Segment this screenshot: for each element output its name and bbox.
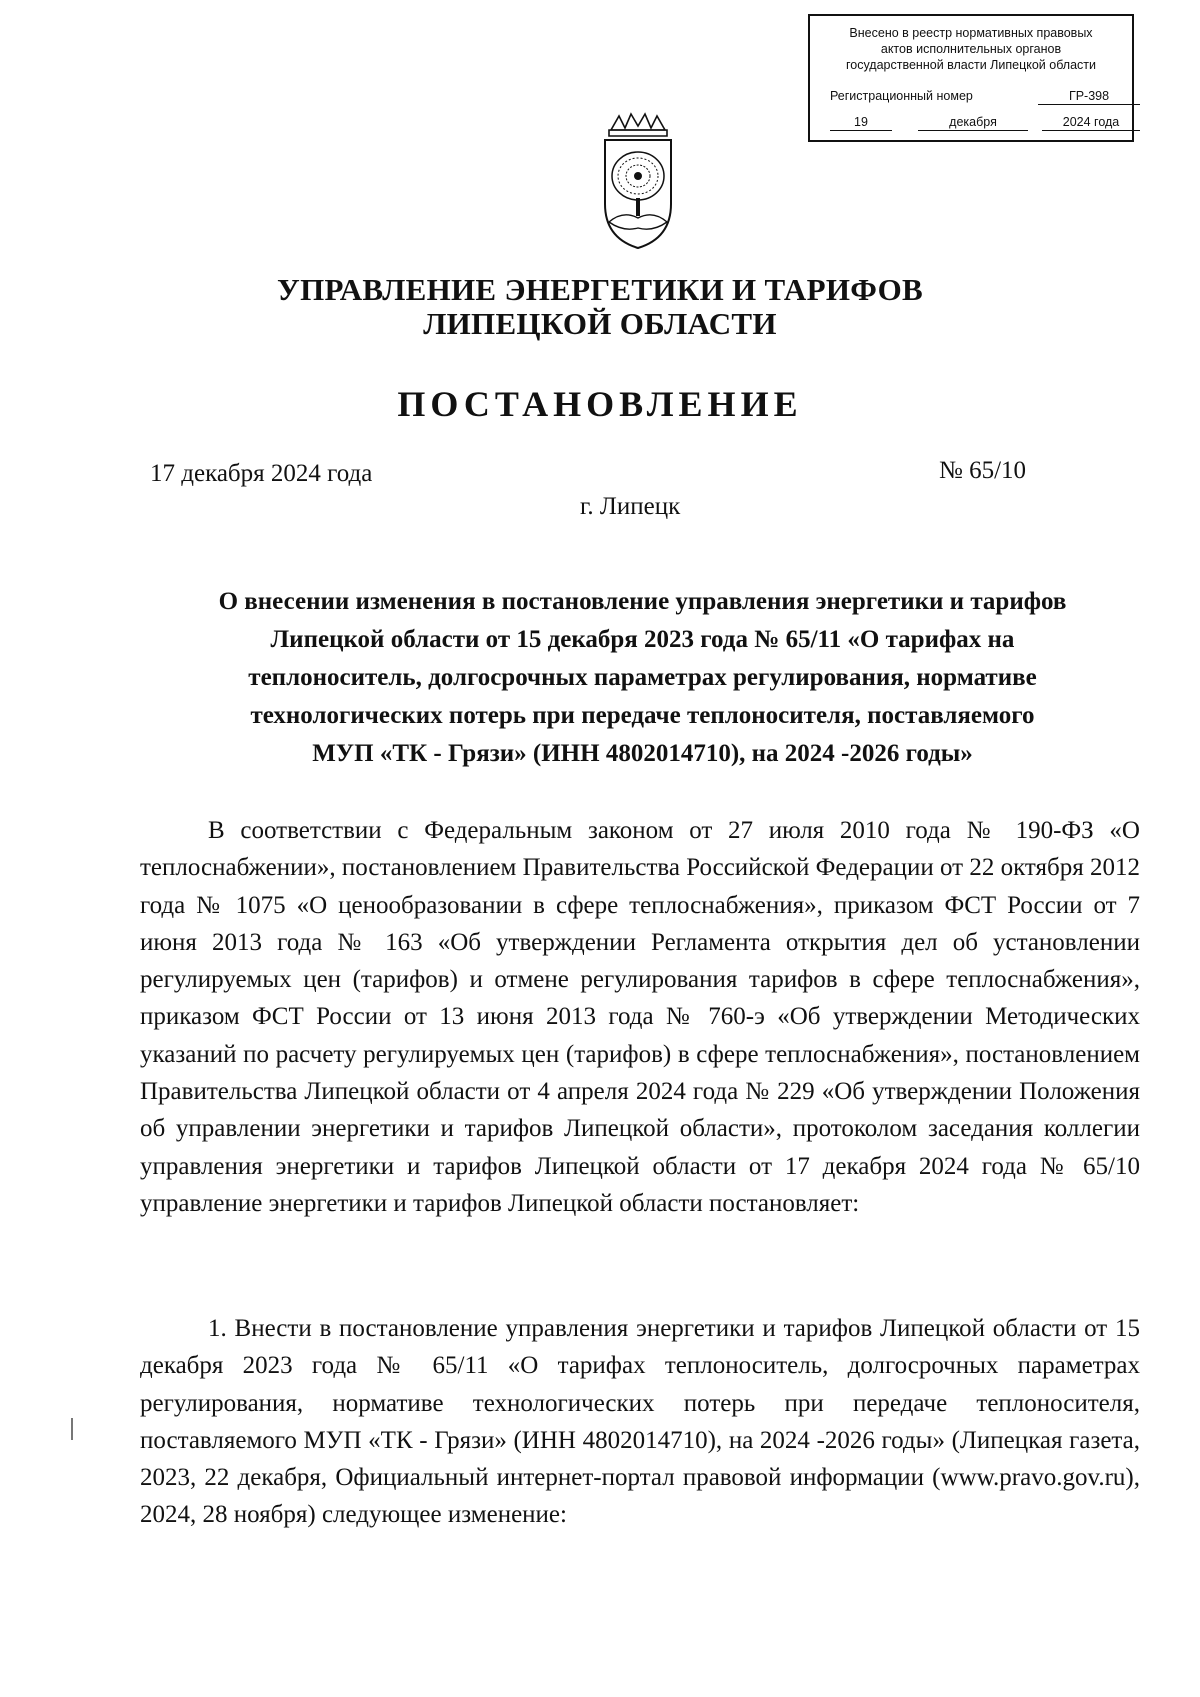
organization-name-line2: ЛИПЕЦКОЙ ОБЛАСТИ [423,306,777,341]
scan-margin-mark [71,1418,73,1440]
subject-line: теплоноситель, долгосрочных параметрах регулирования, нормативе [248,664,1037,691]
stamp-line: актов исполнительных органов [880,42,1062,56]
stamp-line: государственной власти Липецкой области [845,58,1097,72]
document-date: 17 декабря 2024 года [150,460,373,487]
registry-stamp [808,14,1134,142]
subject-line: МУП «ТК - Грязи» (ИНН 4802014710), на 2024 -2026 годы» [312,740,973,767]
lipetsk-coat-of-arms-icon [593,112,683,252]
clause-1-paragraph: 1. Внести в постановление управления энергетики и тарифов Липецкой области от 15 декабря 2023 года № 65/11 «О тарифах теплоноситель, долгосрочных параметрах регулирования, нормативе технологических потерь при передаче теплоносителя, поставляемого МУП «ТК - Грязи» (ИНН 4802014710), на 2024 -2026 годы» (Липецкая газета, 2023, 22 декабря, Официальный интернет-портал правовой информации (www.pravo.gov.ru), 2024, 28 ноября) следующее изменение: [140,1315,1140,1529]
preamble-paragraph: В соответствии с Федеральным законом от 27 июля 2010 года № 190-ФЗ «О теплоснабжении», постановлением Правительства Российской Федерации от 22 октября 2012 года № 1075 «О ценообразовании в сфере теплоснабжения», приказом ФСТ России от 7 июня 2013 года № 163 «Об утверждении Регламента открытия дел об установлении регулируемых цен (тарифов) и отмене регулирования тарифов в сфере теплоснабжения», приказом ФСТ России от 13 июня 2013 года № 760-э «Об утверждении Методических указаний по расчету регулируемых цен (тарифов) в сфере теплоснабжения», постановлением Правительства Липецкой области от 4 апреля 2024 года № 229 «Об утверждении Положения об управлении энергетики и тарифов Липецкой области», протоколом заседания коллегии управления энергетики и тарифов Липецкой области от 17 декабря 2024 года № 65/10 управление энергетики и тарифов Липецкой области постановляет: [140,817,1140,1217]
stamp-reg-number: ГР-398 [1038,88,1140,105]
stamp-day: 19 [830,114,892,131]
stamp-year: 2024 года [1042,114,1140,131]
stamp-month: декабря [918,114,1028,131]
document-city: г. Липецк [580,493,681,520]
stamp-line: Внесено в реестр нормативных правовых [849,26,1093,40]
stamp-reg-label: Регистрационный номер [830,89,973,103]
document-subject [150,583,1135,773]
organization-name-line1: УПРАВЛЕНИЕ ЭНЕРГЕТИКИ И ТАРИФОВ [277,272,923,307]
subject-line: технологических потерь при передаче теплоносителя, поставляемого [250,702,1035,729]
subject-line: О внесении изменения в постановление управления энергетики и тарифов [218,588,1067,615]
subject-line: Липецкой области от 15 декабря 2023 года № 65/11 «О тарифах на [270,626,1015,653]
document-number: № 65/10 [939,457,1027,484]
document-type: ПОСТАНОВЛЕНИЕ [397,384,803,424]
